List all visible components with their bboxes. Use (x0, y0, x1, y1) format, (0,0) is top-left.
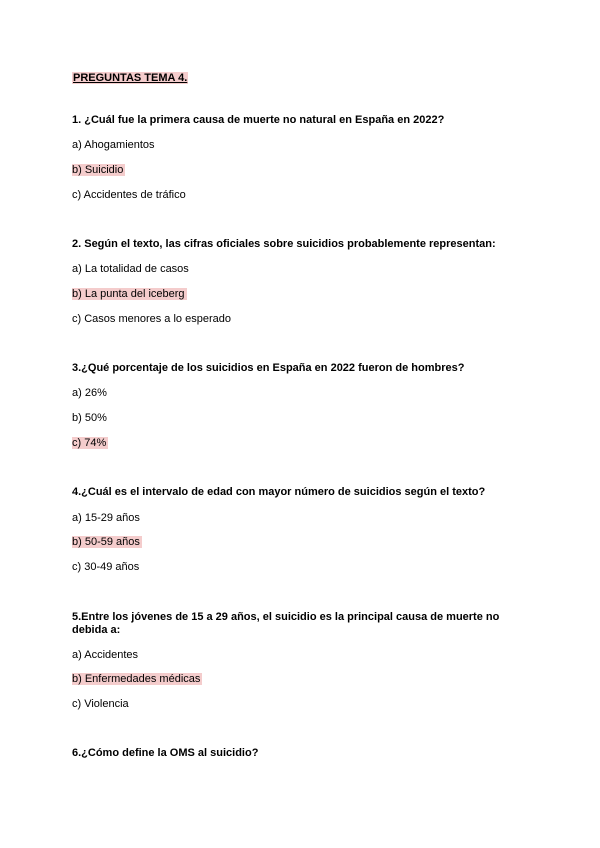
question-3: 3.¿Qué porcentaje de los suicidios en España en 2022 fueron de hombres? (72, 362, 465, 374)
question-5-option-a: a) Accidentes (72, 649, 139, 661)
question-3-option-c (72, 437, 108, 450)
highlight-mark: b) 50-59 años (72, 536, 140, 548)
question-4-option-b (72, 536, 142, 549)
question-1-option-b (72, 164, 125, 177)
highlight-mark: b) La punta del iceberg (72, 288, 185, 300)
question-1-option-c: c) Accidentes de tráfico (72, 189, 186, 201)
question-4: 4.¿Cuál es el intervalo de edad con mayor número de suicidios según el texto? (72, 486, 486, 498)
question-2-option-c: c) Casos menores a lo esperado (72, 313, 231, 325)
question-5: 5.Entre los jóvenes de 15 a 29 años, el suicidio es la principal causa de muerte no debida a: (72, 611, 500, 636)
question-2-option-b (72, 288, 187, 301)
question-5-option-c: c) Violencia (72, 698, 129, 710)
highlight-mark: b) Suicidio (72, 164, 124, 176)
question-3-option-b: b) 50% (72, 412, 107, 424)
highlight-mark: b) Enfermedades médicas (72, 673, 201, 685)
question-2-option-a: a) La totalidad de casos (72, 263, 189, 275)
question-1: 1. ¿Cuál fue la primera causa de muerte no natural en España en 2022? (72, 114, 445, 126)
question-4-option-a: a) 15-29 años (72, 512, 140, 524)
question-5-option-b (72, 673, 202, 686)
highlight-mark: c) 74% (72, 437, 107, 449)
page-title: PREGUNTAS TEMA 4. (73, 72, 188, 84)
question-3-option-a: a) 26% (72, 387, 107, 399)
question-6: 6.¿Cómo define la OMS al suicidio? (72, 747, 259, 759)
question-1-option-a: a) Ahogamientos (72, 139, 155, 151)
question-2: 2. Según el texto, las cifras oficiales sobre suicidios probablemente representan: (72, 238, 496, 250)
question-4-option-c: c) 30-49 años (72, 561, 140, 573)
